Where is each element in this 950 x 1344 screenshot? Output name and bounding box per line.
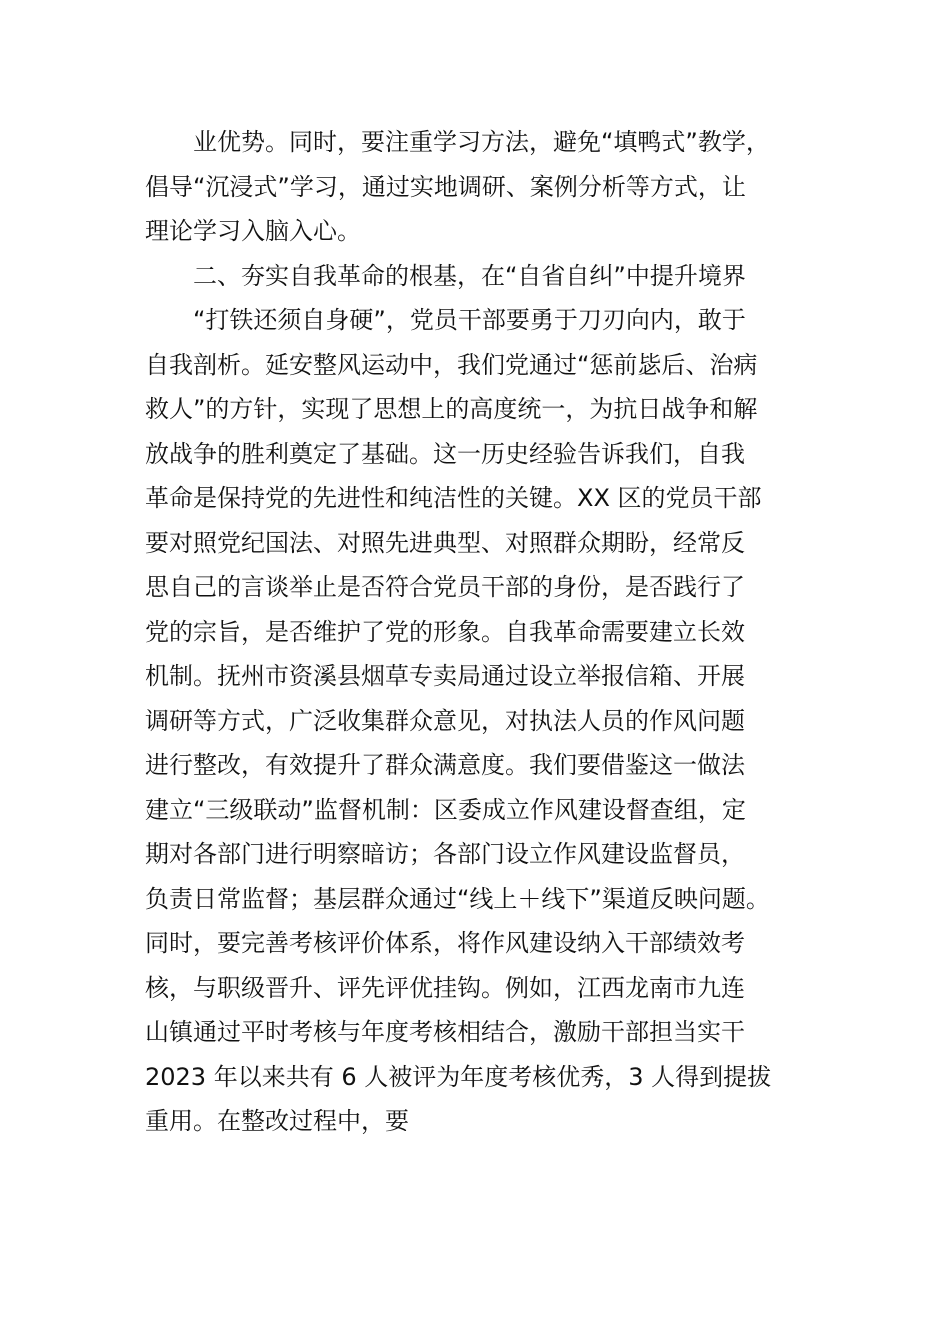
text-line: 负责日常监督；基层群众通过“线上＋线下”渠道反映问题。 [145,885,770,913]
text-line: 同时，要完善考核评价体系，将作风建设纳入干部绩效考 [145,929,745,957]
text-line: 调研等方式，广泛收集群众意见，对执法人员的作风问题 [145,707,745,735]
text-line: 山镇通过平时考核与年度考核相结合，激励干部担当实干 [145,1018,745,1046]
text-line: 重用。在整改过程中，要 [145,1107,409,1135]
section-heading: 二、夯实自我革命的根基，在“自省自纠”中提升境界 [193,262,746,290]
text-line: 期对各部门进行明察暗访；各部门设立作风建设监督员， [145,840,745,868]
text-line: 建立“三级联动”监督机制：区委成立作风建设督查组，定 [145,796,746,824]
text-line: 进行整改，有效提升了群众满意度。我们要借鉴这一做法 [145,751,745,779]
text-line: 机制。抚州市资溪县烟草专卖局通过设立举报信箱、开展 [145,662,745,690]
text-line: 放战争的胜利奠定了基础。这一历史经验告诉我们，自我 [145,440,745,468]
text-line: 自我剖析。延安整风运动中，我们党通过“惩前毖后、治病 [145,351,758,379]
text-line: “打铁还须自身硬”，党员干部要勇于刀刃向内，敢于 [193,306,746,334]
text-line: 思自己的言谈举止是否符合党员干部的身份，是否践行了 [145,573,745,601]
text-line: 革命是保持党的先进性和纯洁性的关键。XX 区的党员干部 [145,484,762,512]
text-line: 倡导“沉浸式”学习，通过实地调研、案例分析等方式，让 [145,173,746,201]
text-line: 核，与职级晋升、评先评优挂钩。例如，江西龙南市九连 [145,974,745,1002]
text-line: 救人”的方针，实现了思想上的高度统一，为抗日战争和解 [145,395,758,423]
text-line: 2023 年以来共有 6 人被评为年度考核优秀，3 人得到提拔 [145,1063,772,1091]
text-line: 理论学习入脑入心。 [145,217,361,245]
text-line: 要对照党纪国法、对照先进典型、对照群众期盼，经常反 [145,529,745,557]
text-line: 党的宗旨，是否维护了党的形象。自我革命需要建立长效 [145,618,745,646]
text-line: 业优势。同时，要注重学习方法，避免“填鸭式”教学， [193,128,770,156]
